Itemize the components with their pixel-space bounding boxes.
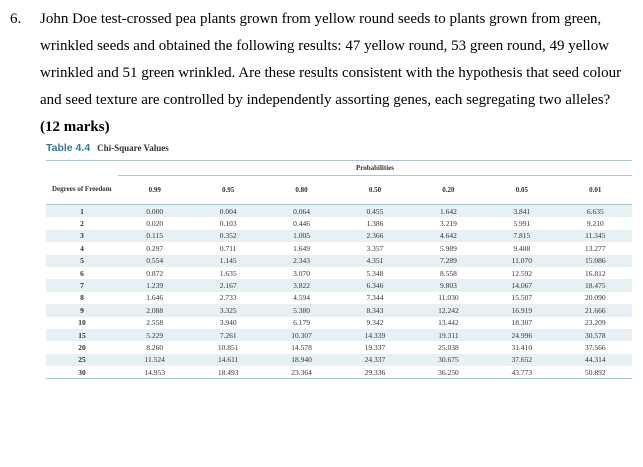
value-cell: 23.209 <box>584 318 606 328</box>
value-cell: 3.357 <box>366 243 384 253</box>
value-cell: 14.339 <box>338 329 411 341</box>
df-cell: 1 <box>46 205 118 218</box>
value-cell: 1.649 <box>293 243 310 253</box>
value-cell: 36.250 <box>412 366 485 379</box>
value-cell: 3.219 <box>439 219 457 229</box>
value-cell: 2.733 <box>219 293 237 303</box>
value-cell: 4.351 <box>338 255 411 267</box>
value-cell: 0.064 <box>265 205 338 218</box>
value-cell: 1.145 <box>191 255 264 267</box>
table-row <box>46 354 632 366</box>
df-cell: 8 <box>80 293 84 303</box>
value-cell: 16.812 <box>584 268 606 278</box>
df-cell: 10 <box>78 318 86 328</box>
value-cell: 5.348 <box>366 268 384 278</box>
question-text-container <box>40 6 632 141</box>
value-cell: 50.892 <box>559 366 632 379</box>
value-cell: 29.336 <box>338 366 411 379</box>
value-cell: 6.635 <box>559 205 632 218</box>
value-cell: 18.940 <box>265 354 338 366</box>
table-row <box>46 205 632 218</box>
col-header: 0.99 <box>148 186 161 194</box>
value-cell: 1.239 <box>118 279 191 291</box>
value-cell: 12.242 <box>412 304 485 316</box>
table-row <box>46 279 632 291</box>
value-cell: 6.346 <box>338 279 411 291</box>
question-marks: (12 marks) <box>40 119 110 135</box>
table-row <box>46 366 632 379</box>
value-cell: 7.261 <box>191 329 264 341</box>
value-cell: 14.578 <box>291 342 312 352</box>
value-cell: 1.646 <box>146 293 164 303</box>
table-row <box>46 242 632 254</box>
col-header: 0.50 <box>368 186 382 194</box>
value-cell: 5.991 <box>513 219 531 229</box>
value-cell: 3.822 <box>265 279 338 291</box>
question-text: John Doe test-crossed pea plants grown from yellow round seeds to plants grown from green, wrinkled seeds and obtained the following results: 47 yellow round, 53 green round, 49 yellow wrinkled and 51 green wrinkled. Are these results consistent with the hypothesis that seed colour and seed texture are controlled by independently assorting genes, each segregating two alleles? <box>40 11 622 108</box>
value-cell: 23.364 <box>265 366 338 379</box>
value-cell: 19.337 <box>364 342 386 352</box>
value-cell: 18.307 <box>511 318 533 328</box>
table-body <box>46 205 632 379</box>
value-cell: 8.260 <box>146 342 164 352</box>
df-cell: 7 <box>46 279 118 291</box>
value-cell: 2.343 <box>265 255 338 267</box>
value-cell: 3.325 <box>191 304 264 316</box>
value-cell: 5.380 <box>265 304 338 316</box>
value-cell: 2.088 <box>118 304 191 316</box>
value-cell: 0.297 <box>146 243 164 253</box>
value-cell: 0.446 <box>293 219 310 229</box>
value-cell: 1.642 <box>412 205 485 218</box>
value-cell: 3.940 <box>219 318 237 328</box>
col-header: 0.01 <box>589 186 602 194</box>
df-cell: 4 <box>80 243 84 253</box>
value-cell: 10.307 <box>265 329 338 341</box>
value-cell: 25.038 <box>438 342 459 352</box>
table-row <box>46 341 632 353</box>
value-cell: 9.342 <box>366 318 384 328</box>
df-cell: 9 <box>46 304 118 316</box>
value-cell: 9.803 <box>412 279 485 291</box>
df-cell: 15 <box>46 329 118 341</box>
value-cell: 0.872 <box>146 268 164 278</box>
value-cell: 8.343 <box>338 304 411 316</box>
table-caption <box>46 142 641 160</box>
value-cell: 15.086 <box>559 255 632 267</box>
value-cell: 20.090 <box>584 293 606 303</box>
value-cell: 18.475 <box>559 279 632 291</box>
value-cell: 7.815 <box>485 230 558 242</box>
value-cell: 4.642 <box>412 230 485 242</box>
value-cell: 44.314 <box>559 354 632 366</box>
question-block <box>10 6 632 141</box>
probabilities-label: Probabilities <box>118 161 632 176</box>
value-cell: 0.103 <box>219 219 237 229</box>
table-row <box>46 317 632 329</box>
value-cell: 3.070 <box>293 268 310 278</box>
table-title: Chi-Square Values <box>97 143 169 153</box>
value-cell: 10.851 <box>217 342 239 352</box>
dof-header: Degrees of Freedom <box>52 185 112 194</box>
table-row <box>46 329 632 341</box>
value-cell: 21.666 <box>559 304 632 316</box>
value-cell: 7.289 <box>412 255 485 267</box>
df-cell: 5 <box>46 255 118 267</box>
value-cell: 5.229 <box>118 329 191 341</box>
value-cell: 0.455 <box>338 205 411 218</box>
value-cell: 37.652 <box>485 354 558 366</box>
col-header: 0.05 <box>515 186 528 194</box>
col-header: 0.95 <box>222 186 235 194</box>
table-row <box>46 230 632 242</box>
value-cell: 30.675 <box>412 354 485 366</box>
value-cell: 15.507 <box>511 293 533 303</box>
table-row <box>46 255 632 267</box>
value-cell: 7.344 <box>366 293 384 303</box>
value-cell: 14.953 <box>118 366 191 379</box>
value-cell: 6.179 <box>293 318 310 328</box>
value-cell: 1.005 <box>265 230 338 242</box>
value-cell: 9.210 <box>586 219 604 229</box>
value-cell: 0.020 <box>146 219 164 229</box>
value-cell: 2.558 <box>146 318 164 328</box>
value-cell: 11.070 <box>485 255 558 267</box>
table-row <box>46 217 632 229</box>
value-cell: 8.558 <box>439 268 457 278</box>
value-cell: 11.345 <box>559 230 632 242</box>
value-cell: 11.030 <box>438 293 459 303</box>
value-cell: 13.277 <box>584 243 606 253</box>
value-cell: 24.996 <box>485 329 558 341</box>
value-cell: 19.311 <box>412 329 485 341</box>
value-cell: 9.488 <box>513 243 531 253</box>
value-cell: 5.989 <box>439 243 457 253</box>
df-cell: 2 <box>80 219 84 229</box>
value-cell: 2.167 <box>191 279 264 291</box>
table-row <box>46 304 632 316</box>
df-cell: 20 <box>78 342 86 352</box>
value-cell: 0.554 <box>118 255 191 267</box>
table-label: Table 4.4 <box>46 142 91 154</box>
question-number: 6. <box>10 11 22 27</box>
value-cell: 16.919 <box>485 304 558 316</box>
df-cell: 6 <box>80 268 84 278</box>
table-row <box>46 292 632 304</box>
value-cell: 1.635 <box>219 268 237 278</box>
table-row <box>46 267 632 279</box>
value-cell: 13.442 <box>438 318 459 328</box>
probabilities-header-row <box>46 161 632 176</box>
value-cell: 2.366 <box>338 230 411 242</box>
df-cell: 25 <box>46 354 118 366</box>
column-header-row <box>46 176 632 205</box>
value-cell: 24.337 <box>338 354 411 366</box>
col-header: 0.80 <box>295 186 308 194</box>
value-cell: 4.594 <box>293 293 310 303</box>
value-cell: 11.524 <box>118 354 191 366</box>
value-cell: 30.578 <box>559 329 632 341</box>
value-cell: 3.841 <box>485 205 558 218</box>
value-cell: 18.493 <box>191 366 264 379</box>
value-cell: 43.773 <box>485 366 558 379</box>
value-cell: 0.000 <box>118 205 191 218</box>
value-cell: 14.067 <box>485 279 558 291</box>
value-cell: 37.566 <box>584 342 606 352</box>
value-cell: 14.611 <box>191 354 264 366</box>
value-cell: 0.004 <box>191 205 264 218</box>
chi-square-table <box>46 160 632 379</box>
col-header: 0.20 <box>442 186 455 194</box>
value-cell: 0.352 <box>191 230 264 242</box>
value-cell: 0.115 <box>118 230 191 242</box>
df-cell: 3 <box>46 230 118 242</box>
df-cell: 30 <box>46 366 118 379</box>
value-cell: 31.410 <box>511 342 533 352</box>
value-cell: 0.711 <box>219 243 237 253</box>
dof-spacer <box>46 161 118 176</box>
chi-square-table-figure <box>46 142 641 379</box>
value-cell: 1.386 <box>366 219 384 229</box>
value-cell: 12.592 <box>511 268 533 278</box>
